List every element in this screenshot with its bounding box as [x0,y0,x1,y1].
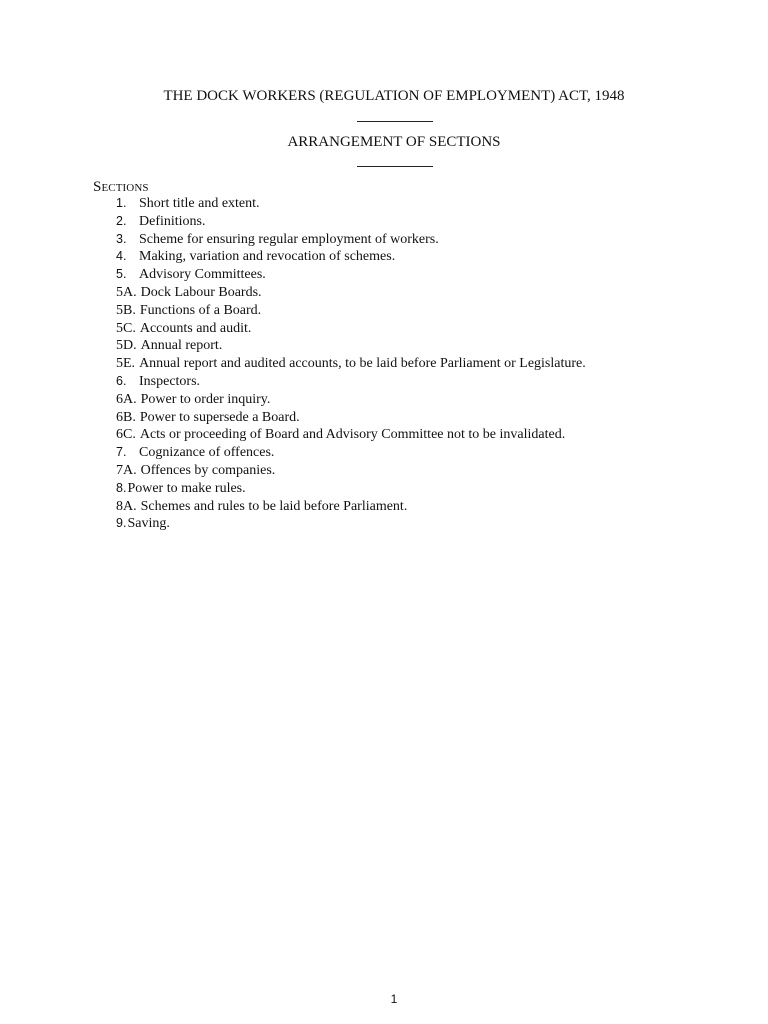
section-title: Power to make rules. [127,480,246,496]
sections-label: Sections [93,179,149,195]
section-entry [116,515,586,533]
title-divider [357,121,433,122]
section-title: Accounts and audit. [139,320,252,336]
section-entry [116,266,586,284]
section-number: 6C. [116,427,136,443]
section-number: 8A. [116,498,137,514]
section-title: Saving. [127,516,170,532]
section-entry [116,444,586,462]
section-entry [116,391,586,409]
section-entry [116,337,586,355]
section-number: 1. [116,196,127,210]
section-entry [116,248,586,266]
section-number: 7. [116,445,127,460]
section-number: 6. [116,373,127,388]
section-number: 8. [116,480,127,495]
section-entry [116,302,586,320]
section-entry [116,231,586,249]
section-title: Making, variation and revocation of schemes. [139,249,396,265]
section-title: Acts or proceeding of Board and Advisory Committee not to be invalidated. [139,427,566,443]
section-entry [116,195,586,213]
sections-list [116,195,586,533]
section-title: Definitions. [139,213,206,229]
section-number: 5D. [116,338,137,354]
section-number: 9. [116,516,127,531]
section-number: 6A. [116,391,137,407]
section-number: 5E. [116,356,136,372]
section-title: Power to order inquiry. [140,391,271,407]
section-entry [116,480,586,498]
arrangement-heading: ARRANGEMENT OF SECTIONS [287,134,501,150]
section-entry [116,284,586,302]
section-title: Cognizance of offences. [139,445,275,461]
page-number: 1 [390,992,398,1006]
section-number: 5C. [116,320,136,336]
section-entry [116,320,586,338]
section-number: 4. [116,249,127,264]
section-number: 7A. [116,462,137,478]
act-title: THE DOCK WORKERS (REGULATION OF EMPLOYMENT) ACT, 1948 [163,88,625,104]
section-entry [116,426,586,444]
section-number: 5B. [116,302,136,318]
section-title: Scheme for ensuring regular employment of workers. [139,231,439,247]
section-title: Power to supersede a Board. [139,409,300,425]
section-number: 2. [116,213,127,228]
section-title: Schemes and rules to be laid before Parliament. [140,498,408,514]
section-title: Advisory Committees. [139,267,266,283]
section-entry [116,373,586,391]
section-number: 5A. [116,284,137,300]
section-title: Functions of a Board. [139,302,262,318]
section-number: 6B. [116,409,136,425]
section-entry [116,355,586,373]
section-title: Offences by companies. [140,462,276,478]
section-title: Dock Labour Boards. [140,284,262,300]
section-title: Short title and extent. [139,196,260,211]
section-title: Annual report and audited accounts, to be laid before Parliament or Legislature. [139,356,586,372]
section-entry [116,213,586,231]
section-entry [116,498,586,516]
section-title: Inspectors. [139,373,201,389]
section-number: 3. [116,231,127,246]
section-entry [116,462,586,480]
section-number: 5. [116,267,127,282]
section-entry [116,409,586,427]
heading-divider [357,166,433,167]
section-title: Annual report. [140,338,223,354]
